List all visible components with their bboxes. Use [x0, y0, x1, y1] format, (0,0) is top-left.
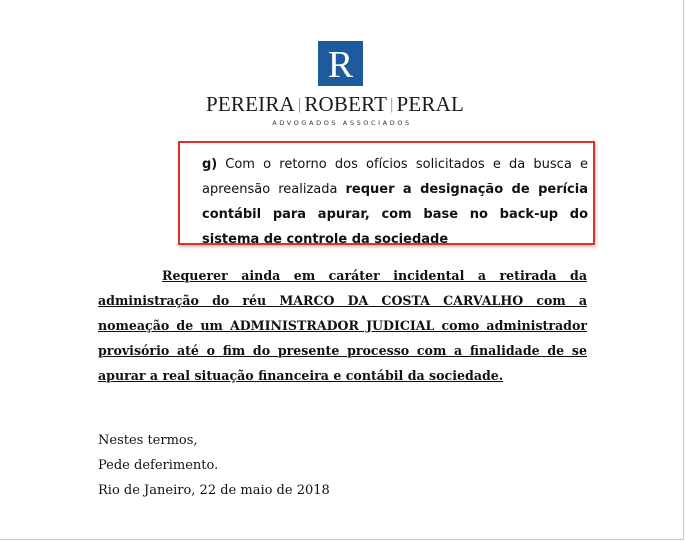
firm-name-separator: |: [297, 96, 302, 113]
item-g-text: Com o retorno dos ofícios solicitados e da busca e apreensão realizada: [202, 157, 588, 197]
closing-line-terms: Nestes termos,: [98, 433, 198, 448]
firm-name-peral: PERAL: [396, 92, 465, 116]
firm-logo: [318, 41, 363, 86]
closing-block: [98, 428, 498, 503]
firm-name-separator: |: [390, 96, 394, 113]
request-paragraph: [98, 263, 587, 388]
item-g-paragraph: [202, 152, 588, 252]
item-g-bold-text: requer a designação de perícia contábil para apurar, com base no back-up do sistema de controle da sociedade: [202, 182, 588, 247]
firm-name-pereira: PEREIRA: [206, 92, 295, 116]
firm-name: [206, 92, 478, 117]
closing-line-request: Pede deferimento.: [98, 458, 219, 473]
logo-letter: R: [327, 44, 354, 86]
firm-subtitle: ADVOGADOS ASSOCIADOS: [272, 119, 412, 127]
item-g-marker: g): [202, 157, 218, 172]
firm-name-robert: ROBERT: [304, 92, 388, 116]
logo-monogram-icon: [318, 41, 363, 86]
request-text: Requerer ainda em caráter incidental a retirada da administração do réu MARCO DA COSTA CARVALHO com a nomeação de um ADMINISTRADOR JUDICIAL como administrador provisório até o fim do presente processo com a finalidade de se apurar a real situação financeira e contábil da sociedade.: [98, 268, 587, 383]
closing-line-date: Rio de Janeiro, 22 de maio de 2018: [98, 483, 330, 498]
